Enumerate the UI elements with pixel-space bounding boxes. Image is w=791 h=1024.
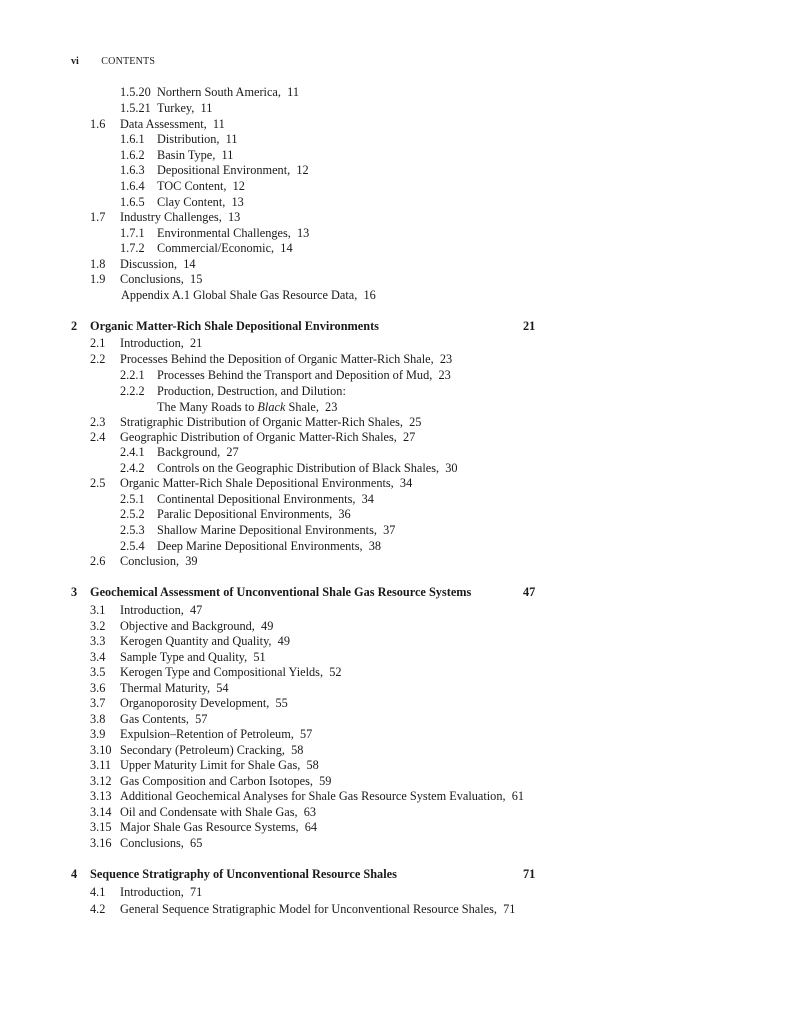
toc-entry	[120, 195, 720, 211]
entry-number: 3.6	[90, 681, 106, 695]
entry-title	[157, 384, 346, 400]
entry-number: 1.6.3	[120, 163, 145, 177]
toc-entry	[120, 539, 720, 555]
entry-title	[90, 867, 397, 883]
running-head-title: CONTENTS	[101, 56, 156, 67]
entry-number: 1.5.21	[120, 101, 151, 115]
entry-title	[90, 319, 379, 335]
entry-page: 14	[183, 257, 196, 271]
chapter-page: 21	[523, 319, 536, 333]
entry-title-italic: Black	[257, 400, 286, 414]
entry-number: 2.1	[90, 336, 106, 350]
entry-title-text: Gas Contents,	[120, 712, 189, 726]
entry-title	[157, 241, 293, 257]
entry-number: 2.5.1	[120, 492, 145, 506]
toc-entry	[90, 336, 720, 352]
entry-title	[157, 226, 309, 242]
entry-title	[120, 476, 412, 492]
toc-chapter-entry	[71, 867, 720, 883]
entry-page: 57	[300, 727, 313, 741]
entry-number: 3.8	[90, 712, 106, 726]
entry-title	[157, 179, 245, 195]
entry-number: 1.6	[90, 117, 106, 131]
entry-title-text: Environmental Challenges,	[157, 226, 291, 240]
entry-page: 49	[261, 619, 274, 633]
toc-entry	[120, 148, 720, 164]
entry-title	[157, 195, 244, 211]
toc-chapter-entry	[71, 585, 720, 601]
entry-title-text: Shallow Marine Depositional Environments,	[157, 523, 377, 537]
entry-title	[120, 650, 266, 666]
entry-title-text: Major Shale Gas Resource Systems,	[120, 820, 299, 834]
entry-title	[157, 148, 233, 164]
entry-page: 15	[190, 272, 203, 286]
entry-page: 57	[195, 712, 208, 726]
toc-entry	[120, 445, 720, 461]
entry-page: 12	[232, 179, 245, 193]
entry-page: 61	[511, 789, 525, 803]
entry-title-text: Turkey,	[157, 101, 195, 115]
entry-title	[157, 132, 238, 148]
toc-entry	[120, 241, 720, 257]
toc-entry	[90, 603, 720, 619]
toc-entry	[157, 400, 720, 416]
entry-title-text: General Sequence Stratigraphic Model for Unconventional Resource Shales,	[120, 902, 497, 916]
entry-number: 3.13	[90, 789, 112, 803]
entry-title	[157, 400, 337, 416]
entry-number: 3.5	[90, 665, 106, 679]
entry-title-text: Gas Composition and Carbon Isotopes,	[120, 774, 313, 788]
entry-page: 65	[190, 836, 203, 850]
toc-entry	[120, 85, 720, 101]
toc-entry	[120, 179, 720, 195]
entry-title	[157, 368, 451, 384]
entry-page: 27	[226, 445, 239, 459]
toc-entry	[90, 805, 720, 821]
entry-page: 27	[402, 430, 416, 444]
toc-entry	[120, 226, 720, 242]
entry-number: 3.7	[90, 696, 106, 710]
entry-title-text: Appendix A.1 Global Shale Gas Resource Data,	[121, 288, 358, 302]
entry-title	[120, 117, 225, 133]
entry-title-text: Secondary (Petroleum) Cracking,	[120, 743, 285, 757]
entry-title	[120, 554, 198, 570]
entry-title-text: Northern South America,	[157, 85, 281, 99]
entry-number: 2.4	[90, 430, 106, 444]
entry-number: 4	[71, 867, 78, 881]
entry-number: 3.9	[90, 727, 106, 741]
entry-page: 34	[361, 492, 374, 506]
entry-title-text: Industry Challenges,	[120, 210, 222, 224]
entry-title-text: Organic Matter-Rich Shale Depositional Environments	[90, 319, 379, 333]
entry-page: 11	[200, 101, 213, 115]
chapter-page: 71	[523, 867, 536, 881]
entry-number: 3.1	[90, 603, 106, 617]
entry-number: 2.4.2	[120, 461, 145, 475]
entry-number: 2.2	[90, 352, 106, 366]
entry-number: 2.4.1	[120, 445, 145, 459]
toc-entry	[90, 743, 720, 759]
toc-entry	[90, 836, 720, 852]
entry-title-text: Data Assessment,	[120, 117, 207, 131]
entry-number: 1.6.4	[120, 179, 145, 193]
entry-title-text: Paralic Depositional Environments,	[157, 507, 333, 521]
entry-title-text: Additional Geochemical Analyses for Shale Gas Resource System Evaluation,	[120, 789, 506, 803]
entry-number: 3.4	[90, 650, 106, 664]
entry-title	[120, 257, 196, 273]
toc-entry	[90, 430, 720, 446]
toc-entry	[90, 696, 720, 712]
entry-page: 63	[303, 805, 317, 819]
entry-page: 30	[445, 461, 458, 475]
entry-number: 1.7	[90, 210, 106, 224]
toc-entry	[90, 774, 720, 790]
entry-title	[157, 492, 374, 508]
entry-page: 49	[277, 634, 290, 648]
entry-title-text: Geographic Distribution of Organic Matter-Rich Shales,	[120, 430, 397, 444]
entry-number: 1.5.20	[120, 85, 151, 99]
entry-page: 13	[227, 210, 241, 224]
entry-number: 3	[71, 585, 78, 599]
toc-entry	[120, 132, 720, 148]
entry-title	[157, 461, 458, 477]
entry-number: 1.7.2	[120, 241, 145, 255]
entry-page: 36	[338, 507, 351, 521]
entry-page: 58	[306, 758, 319, 772]
entry-page: 11	[212, 117, 225, 131]
entry-title-text: Organoporosity Development,	[120, 696, 270, 710]
entry-number: 3.11	[90, 758, 112, 772]
entry-number: 2.6	[90, 554, 106, 568]
entry-title	[90, 585, 471, 601]
entry-title-text: Processes Behind the Transport and Deposition of Mud,	[157, 368, 433, 382]
entry-number: 1.7.1	[120, 226, 145, 240]
entry-title-part: The Many Roads to	[157, 400, 258, 414]
entry-title-text: Conclusions,	[120, 272, 184, 286]
entry-title-text: Depositional Environment,	[157, 163, 291, 177]
entry-title	[120, 415, 421, 431]
entry-title-text: Objective and Background,	[120, 619, 255, 633]
entry-title	[120, 743, 303, 759]
toc-entry	[90, 619, 720, 635]
entry-title-text: Organic Matter-Rich Shale Depositional Environments,	[120, 476, 394, 490]
entry-title	[120, 789, 524, 805]
entry-page: 59	[319, 774, 332, 788]
toc-entry	[120, 492, 720, 508]
toc-entry	[120, 384, 720, 400]
entry-number: 3.16	[90, 836, 112, 850]
entry-number: 2.5.2	[120, 507, 145, 521]
entry-page: 25	[409, 415, 422, 429]
entry-page: 12	[296, 163, 309, 177]
entry-number: 2.5	[90, 476, 106, 490]
toc-entry	[90, 117, 720, 133]
entry-title-text: Conclusions,	[120, 836, 184, 850]
entry-title	[120, 820, 317, 836]
entry-page: 13	[231, 195, 244, 209]
entry-title	[120, 836, 202, 852]
toc-entry	[90, 885, 720, 901]
entry-title-text: Oil and Condensate with Shale Gas,	[120, 805, 298, 819]
running-head	[71, 56, 155, 68]
entry-title	[120, 665, 342, 681]
entry-title-text: Background,	[157, 445, 221, 459]
toc-entry	[120, 368, 720, 384]
entry-title-text: Geochemical Assessment of Unconventional Shale Gas Resource Systems	[90, 585, 472, 599]
entry-page: 14	[280, 241, 293, 255]
toc-entry	[90, 352, 720, 368]
entry-title-text: Processes Behind the Deposition of Organic Matter-Rich Shale,	[120, 352, 434, 366]
toc-entry	[90, 650, 720, 666]
toc-entry	[90, 665, 720, 681]
entry-number: 4.2	[90, 902, 106, 916]
entry-number: 1.9	[90, 272, 106, 286]
entry-number: 3.3	[90, 634, 106, 648]
entry-title-text: Kerogen Quantity and Quality,	[120, 634, 272, 648]
entry-page: 47	[190, 603, 203, 617]
toc-entry	[90, 554, 720, 570]
entry-number: 1.8	[90, 257, 106, 271]
toc-entry	[90, 415, 720, 431]
entry-page: 55	[275, 696, 288, 710]
entry-title	[120, 681, 229, 697]
toc-entry	[120, 461, 720, 477]
entry-title-text: Stratigraphic Distribution of Organic Matter-Rich Shales,	[120, 415, 403, 429]
toc-entry	[90, 820, 720, 836]
toc-chapter-entry	[71, 319, 720, 335]
entry-title-part: Shale,	[285, 400, 319, 414]
toc-entry	[90, 902, 720, 918]
toc-entry	[90, 789, 720, 805]
entry-page: 71	[503, 902, 516, 916]
entry-title	[157, 445, 239, 461]
entry-title	[120, 696, 288, 712]
toc-entry	[90, 758, 720, 774]
entry-page: 71	[190, 885, 203, 899]
toc-entry	[90, 257, 720, 273]
entry-number: 3.15	[90, 820, 112, 834]
entry-title-text: Commercial/Economic,	[157, 241, 275, 255]
entry-page: 23	[439, 352, 453, 366]
entry-page: 64	[304, 820, 318, 834]
entry-title	[120, 430, 415, 446]
entry-title	[121, 288, 376, 304]
toc-entry	[90, 272, 720, 288]
entry-title	[120, 774, 331, 790]
toc-entry	[120, 523, 720, 539]
entry-number: 2.5.4	[120, 539, 145, 553]
entry-number: 3.12	[90, 774, 112, 788]
entry-title-text: Deep Marine Depositional Environments,	[157, 539, 363, 553]
entry-number: 1.6.2	[120, 148, 145, 162]
entry-title-text: Thermal Maturity,	[120, 681, 211, 695]
entry-title	[120, 619, 273, 635]
entry-title	[120, 885, 202, 901]
toc-entry	[120, 101, 720, 117]
entry-title-text: Discussion,	[120, 257, 178, 271]
entry-title	[120, 352, 452, 368]
toc-entry	[90, 476, 720, 492]
entry-page: 52	[329, 665, 342, 679]
entry-title	[120, 210, 240, 226]
entry-title-text: Introduction,	[120, 603, 184, 617]
entry-title	[157, 507, 351, 523]
entry-title-text: Distribution,	[157, 132, 220, 146]
entry-page: 58	[291, 743, 304, 757]
entry-title	[157, 163, 309, 179]
entry-title-text: Expulsion–Retention of Petroleum,	[120, 727, 294, 741]
entry-title	[120, 634, 290, 650]
entry-number: 2	[71, 319, 78, 333]
entry-title	[120, 336, 202, 352]
entry-title-text: Introduction,	[120, 336, 184, 350]
entry-number: 2.3	[90, 415, 106, 429]
entry-title-text: Sample Type and Quality,	[120, 650, 248, 664]
entry-title	[157, 539, 381, 555]
entry-title-text: Controls on the Geographic Distribution of Black Shales,	[157, 461, 440, 475]
entry-page: 13	[297, 226, 310, 240]
entry-title-text: Sequence Stratigraphy of Unconventional Resource Shales	[90, 867, 397, 881]
entry-page: 37	[383, 523, 396, 537]
toc-entry	[90, 681, 720, 697]
entry-title	[120, 727, 312, 743]
entry-title	[157, 101, 212, 117]
entry-title	[120, 603, 202, 619]
entry-number: 3.10	[90, 743, 112, 757]
entry-title	[120, 272, 202, 288]
entry-number: 3.14	[90, 805, 112, 819]
entry-page: 11	[225, 132, 238, 146]
entry-page: 51	[253, 650, 266, 664]
toc-entry	[90, 727, 720, 743]
toc-entry	[90, 634, 720, 650]
entry-page: 38	[368, 539, 382, 553]
toc-entry	[120, 288, 720, 304]
entry-title-text: TOC Content,	[157, 179, 227, 193]
entry-title	[157, 523, 395, 539]
entry-number: 4.1	[90, 885, 106, 899]
entry-page: 21	[190, 336, 203, 350]
entry-title	[157, 85, 299, 101]
entry-number: 1.6.1	[120, 132, 145, 146]
entry-title-text: Clay Content,	[157, 195, 226, 209]
entry-title-text: Continental Depositional Environments,	[157, 492, 356, 506]
entry-title-text: Conclusion,	[120, 554, 180, 568]
entry-page: 54	[216, 681, 229, 695]
entry-number: 3.2	[90, 619, 106, 633]
entry-title	[120, 758, 319, 774]
toc-entry	[120, 507, 720, 523]
toc-entry	[90, 712, 720, 728]
entry-page: 23	[325, 400, 338, 414]
page-number: vi	[71, 56, 79, 67]
entry-page: 11	[221, 148, 234, 162]
entry-title-text: Kerogen Type and Compositional Yields,	[120, 665, 324, 679]
entry-number: 2.2.2	[120, 384, 145, 398]
entry-title-text: Production, Destruction, and Dilution:	[157, 384, 346, 398]
entry-title-text: Basin Type,	[157, 148, 216, 162]
entry-page: 34	[399, 476, 413, 490]
chapter-page: 47	[523, 585, 536, 599]
entry-title	[120, 902, 515, 918]
entry-title-text: Introduction,	[120, 885, 184, 899]
entry-page: 11	[287, 85, 299, 99]
entry-number: 2.2.1	[120, 368, 145, 382]
entry-title	[120, 805, 316, 821]
entry-number: 1.6.5	[120, 195, 145, 209]
toc-entry	[90, 210, 720, 226]
entry-page: 16	[363, 288, 376, 302]
toc-entry	[120, 163, 720, 179]
entry-title	[120, 712, 207, 728]
entry-page: 39	[185, 554, 198, 568]
entry-number: 2.5.3	[120, 523, 145, 537]
entry-page: 23	[438, 368, 451, 382]
entry-title-text: Upper Maturity Limit for Shale Gas,	[120, 758, 301, 772]
